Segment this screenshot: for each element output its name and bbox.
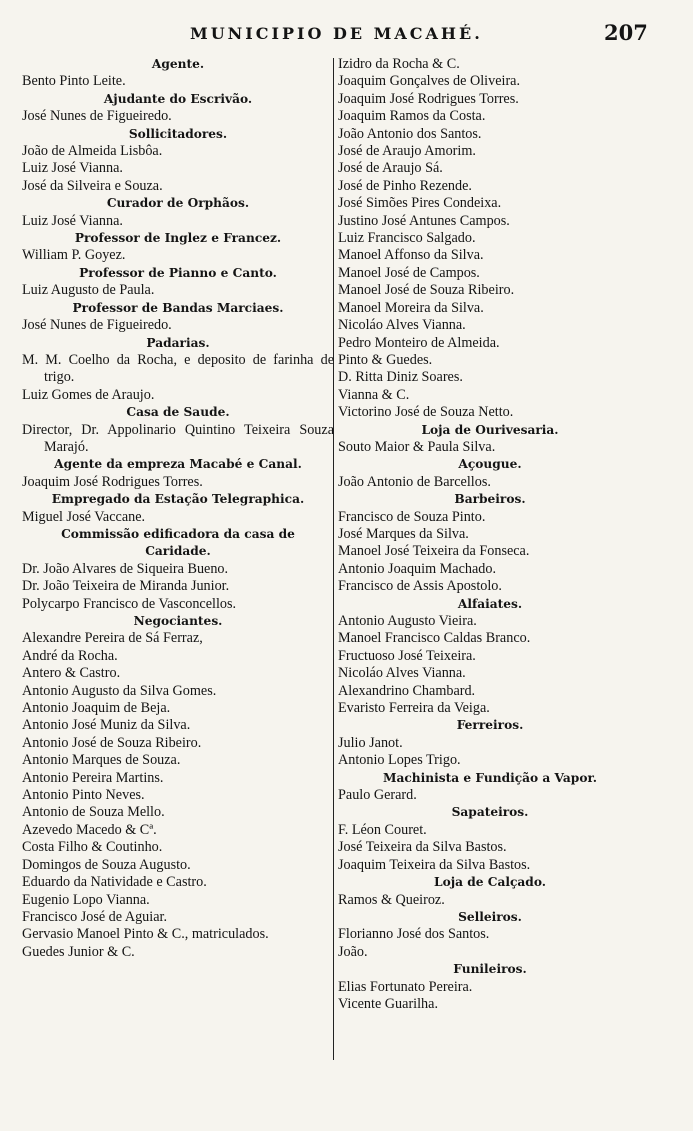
- list-entry: Alexandre Pereira de Sá Ferraz,: [22, 630, 203, 647]
- list-entry: Antonio Joaquim de Beja.: [22, 700, 171, 717]
- list-entry: Pinto & Guedes.: [338, 351, 433, 368]
- list-entry: Ramos & Queiroz.: [338, 891, 445, 908]
- list-entry: Antonio de Souza Mello.: [22, 804, 165, 821]
- list-entry: Joaquim Gonçalves de Oliveira.: [338, 73, 521, 90]
- list-entry: José de Araujo Amorim.: [338, 143, 476, 160]
- list-entry: José da Silveira e Souza.: [22, 177, 163, 194]
- list-entry: Francisco de Assis Apostolo.: [338, 578, 502, 595]
- list-entry: Director, Dr. Appolinario Quintino Teixeira Souza Marajó.: [22, 421, 334, 455]
- section-heading: Empregado da Estação Telegraphica.: [51, 492, 305, 507]
- section-heading: Professor de Bandas Marciaes.: [72, 300, 284, 315]
- section-heading: Açougue.: [458, 457, 522, 472]
- list-entry: Izidro da Rocha & C.: [338, 56, 460, 72]
- list-entry: Vianna & C.: [338, 386, 410, 403]
- list-entry: Joaquim Ramos da Costa.: [338, 108, 486, 125]
- section-heading: Professor de Pianno e Canto.: [79, 265, 277, 280]
- list-entry: Guedes Junior & C.: [22, 943, 135, 960]
- list-entry: José de Pinho Rezende.: [338, 177, 472, 194]
- list-entry: José Nunes de Figueiredo.: [22, 108, 172, 125]
- list-entry: Pedro Monteiro de Almeida.: [338, 334, 500, 351]
- page-number: 207: [604, 20, 648, 45]
- list-entry: Antonio Joaquim Machado.: [338, 560, 497, 577]
- list-entry: Manoel José Teixeira da Fonseca.: [338, 543, 530, 560]
- list-entry: D. Ritta Diniz Soares.: [338, 369, 463, 386]
- list-entry: Manoel Affonso da Silva.: [338, 247, 484, 264]
- list-entry: Dr. João Alvares de Siqueira Bueno.: [22, 560, 229, 577]
- list-entry: Victorino José de Souza Netto.: [338, 404, 514, 421]
- section-heading: Machinista e Fundição a Vapor.: [383, 770, 597, 785]
- list-entry: Eugenio Lopo Vianna.: [22, 891, 150, 908]
- list-entry: Costa Filho & Coutinho.: [22, 839, 163, 856]
- list-entry: Gervasio Manoel Pinto & C., matriculados.: [22, 926, 269, 943]
- list-entry: João de Almeida Lisbôa.: [22, 143, 163, 160]
- list-entry: Antonio Marques de Souza.: [22, 752, 181, 769]
- list-entry: William P. Goyez.: [22, 247, 126, 264]
- section-heading: Selleiros.: [458, 909, 522, 924]
- section-heading: Funileiros.: [453, 962, 527, 977]
- list-entry: Nicoláo Alves Vianna.: [338, 665, 466, 682]
- section-heading: Agente.: [151, 57, 205, 71]
- list-entry: Evaristo Ferreira da Veiga.: [338, 700, 490, 717]
- list-entry: Polycarpo Francisco de Vasconcellos.: [22, 595, 237, 612]
- section-heading: Curador de Orphãos.: [106, 196, 250, 211]
- list-entry: Dr. João Teixeira de Miranda Junior.: [22, 578, 230, 595]
- list-entry: André da Rocha.: [22, 647, 118, 664]
- list-entry: João Antonio de Barcellos.: [338, 473, 491, 490]
- list-entry: Joaquim José Rodrigues Torres.: [338, 90, 519, 107]
- list-entry: José Nunes de Figueiredo.: [22, 317, 172, 334]
- list-entry: Souto Maior & Paula Silva.: [338, 438, 496, 455]
- page-title: MUNICIPIO DE MACAHÉ.: [190, 24, 483, 43]
- list-entry: José Teixeira da Silva Bastos.: [338, 839, 507, 856]
- list-entry: Manoel José de Souza Ribeiro.: [338, 282, 515, 299]
- list-entry: Luiz Francisco Salgado.: [338, 230, 476, 247]
- list-entry: Nicoláo Alves Vianna.: [338, 317, 466, 334]
- list-entry: João.: [338, 943, 368, 960]
- section-heading: Sollicitadores.: [128, 126, 228, 141]
- list-entry: José Simões Pires Condeixa.: [338, 195, 502, 212]
- list-entry: F. Léon Couret.: [338, 821, 427, 838]
- list-entry: Luiz José Vianna.: [22, 160, 123, 177]
- list-entry: Fructuoso José Teixeira.: [338, 647, 476, 664]
- list-entry: José Marques da Silva.: [338, 525, 469, 542]
- section-heading: Loja de Ourivesaria.: [421, 422, 559, 437]
- section-heading: Commissão edificadora da casa de Caridade.: [61, 526, 295, 559]
- list-entry: Antonio José Muniz da Silva.: [22, 717, 191, 734]
- list-entry: Eduardo da Natividade e Castro.: [22, 874, 207, 891]
- list-entry: Antonio Pereira Martins.: [22, 769, 164, 786]
- list-entry: Azevedo Macedo & Cª.: [22, 821, 157, 838]
- list-entry: Bento Pinto Leite.: [22, 73, 126, 90]
- list-entry: Manoel Moreira da Silva.: [338, 299, 484, 316]
- list-entry: João Antonio dos Santos.: [338, 125, 482, 142]
- right-column: [338, 56, 642, 1013]
- list-entry: Antonio Augusto da Silva Gomes.: [22, 682, 217, 699]
- list-entry: Paulo Gerard.: [338, 787, 417, 804]
- list-entry: Alexandrino Chambard.: [338, 682, 476, 699]
- left-column: [22, 56, 334, 961]
- list-entry: Antero & Castro.: [22, 665, 121, 682]
- list-entry: Elias Fortunato Pereira.: [338, 978, 473, 995]
- list-entry: Antonio José de Souza Ribeiro.: [22, 734, 202, 751]
- list-entry: José de Araujo Sá.: [338, 160, 443, 177]
- section-heading: Agente da empreza Macabé e Canal.: [54, 457, 302, 472]
- list-entry: Vicente Guarilha.: [338, 995, 438, 1012]
- section-heading: Alfaiates.: [457, 596, 523, 611]
- list-entry: Manoel Francisco Caldas Branco.: [338, 630, 531, 647]
- section-heading: Loja de Calçado.: [434, 875, 546, 890]
- list-entry: Miguel José Vaccane.: [22, 508, 146, 525]
- list-entry: Antonio Lopes Trigo.: [338, 752, 461, 769]
- section-heading: Ajudante do Escrivão.: [103, 91, 253, 106]
- section-heading: Professor de Inglez e Francez.: [74, 231, 282, 246]
- list-entry: Joaquim Teixeira da Silva Bastos.: [338, 856, 531, 873]
- section-heading: Padarias.: [146, 335, 210, 350]
- list-entry: Francisco José de Aguiar.: [22, 908, 167, 925]
- list-entry: Justino José Antunes Campos.: [338, 212, 510, 229]
- list-entry: Francisco de Souza Pinto.: [338, 508, 486, 525]
- list-entry: Antonio Augusto Vieira.: [338, 613, 477, 629]
- list-entry: Joaquim José Rodrigues Torres.: [22, 473, 203, 490]
- section-heading: Casa de Saude.: [126, 405, 230, 420]
- section-heading: Negociantes.: [133, 614, 223, 628]
- list-entry: Luiz José Vianna.: [22, 212, 123, 229]
- list-entry: Manoel José de Campos.: [338, 264, 480, 281]
- section-heading: Sapateiros.: [451, 805, 529, 820]
- section-heading: Ferreiros.: [456, 718, 524, 733]
- list-entry: Antonio Pinto Neves.: [22, 787, 145, 804]
- list-entry: Julio Janot.: [338, 734, 403, 751]
- list-entry: M. M. Coelho da Rocha, e deposito de farinha de trigo.: [22, 351, 334, 386]
- list-entry: Luiz Augusto de Paula.: [22, 282, 155, 299]
- section-heading: Barbeiros.: [454, 492, 526, 507]
- list-entry: Domingos de Souza Augusto.: [22, 856, 191, 873]
- list-entry: Florianno José dos Santos.: [338, 926, 490, 943]
- list-entry: Luiz Gomes de Araujo.: [22, 386, 155, 403]
- page-header: [0, 20, 693, 50]
